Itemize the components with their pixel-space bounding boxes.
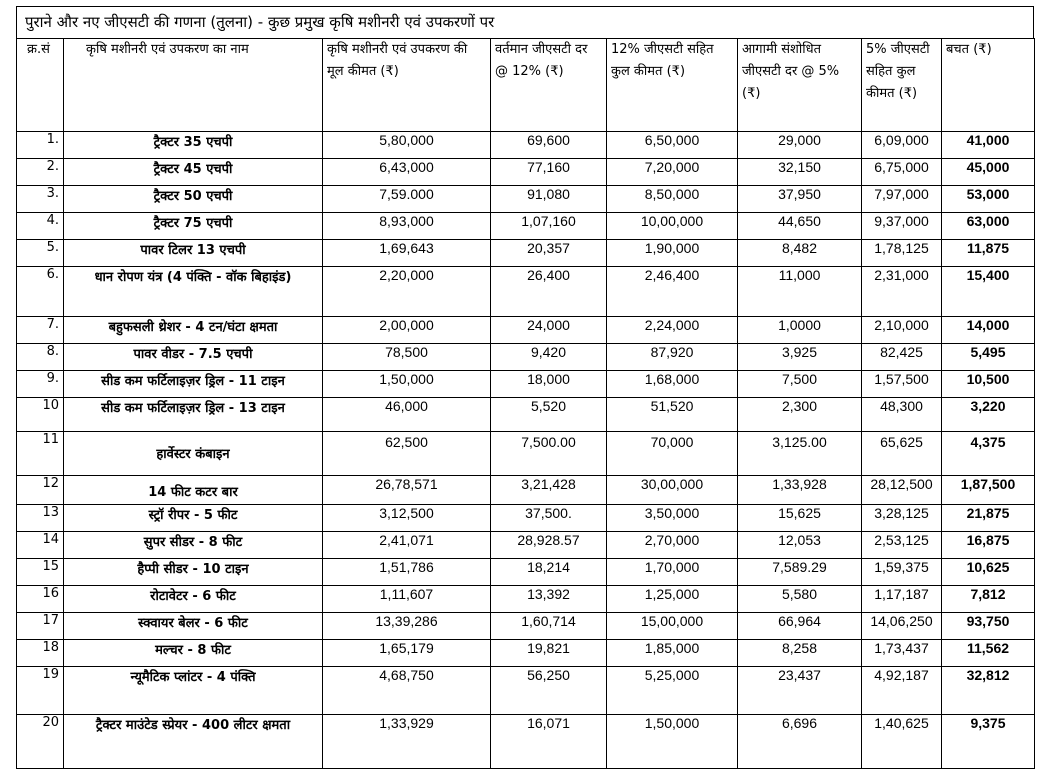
row-serial: 6.: [17, 267, 64, 317]
row-base-price: 1,11,607: [323, 586, 491, 613]
row-total-5: 1,73,437: [862, 640, 942, 667]
row-total-5: 65,625: [862, 432, 942, 476]
table-row: [17, 159, 1035, 186]
row-current-gst: 19,821: [491, 640, 607, 667]
row-total-5: 9,37,000: [862, 213, 942, 240]
row-total-12: 1,25,000: [607, 586, 738, 613]
row-current-gst: 3,21,428: [491, 476, 607, 505]
header-serial: क्र.सं: [17, 39, 64, 132]
row-serial: 16: [17, 586, 64, 613]
table-row: [17, 667, 1035, 715]
row-item-name: स्ट्रॉ रीपर - 5 फीट: [64, 505, 323, 532]
row-saving: 15,400: [942, 267, 1035, 317]
row-base-price: 2,41,071: [323, 532, 491, 559]
row-new-gst: 66,964: [738, 613, 862, 640]
row-saving: 5,495: [942, 344, 1035, 371]
table-row: [17, 586, 1035, 613]
table-row: [17, 640, 1035, 667]
row-saving: 1,87,500: [942, 476, 1035, 505]
row-saving: 9,375: [942, 715, 1035, 769]
row-total-5: 1,59,375: [862, 559, 942, 586]
row-new-gst: 1,0000: [738, 317, 862, 344]
header-saving: बचत (₹): [942, 39, 1035, 132]
row-serial: 13: [17, 505, 64, 532]
row-serial: 18: [17, 640, 64, 667]
table-row: [17, 317, 1035, 344]
row-item-name: पावर टिलर 13 एचपी: [64, 240, 323, 267]
row-base-price: 8,93,000: [323, 213, 491, 240]
row-base-price: 2,20,000: [323, 267, 491, 317]
row-current-gst: 1,07,160: [491, 213, 607, 240]
table-row: [17, 715, 1035, 769]
row-item-name: धान रोपण यंत्र (4 पंक्ति - वॉक बिहाइंड): [64, 267, 323, 317]
row-saving: 21,875: [942, 505, 1035, 532]
row-item-name: हैप्पी सीडर - 10 टाइन: [64, 559, 323, 586]
row-serial: 15: [17, 559, 64, 586]
row-new-gst: 5,580: [738, 586, 862, 613]
row-new-gst: 44,650: [738, 213, 862, 240]
row-current-gst: 91,080: [491, 186, 607, 213]
row-total-5: 7,97,000: [862, 186, 942, 213]
table-row: [17, 344, 1035, 371]
row-total-12: 87,920: [607, 344, 738, 371]
row-item-name: सीड कम फर्टिलाइज़र ड्रिल - 13 टाइन: [64, 398, 323, 432]
row-new-gst: 8,258: [738, 640, 862, 667]
row-item-name: पावर वीडर - 7.5 एचपी: [64, 344, 323, 371]
row-total-5: 2,10,000: [862, 317, 942, 344]
row-saving: 11,875: [942, 240, 1035, 267]
row-serial: 1.: [17, 132, 64, 159]
row-new-gst: 15,625: [738, 505, 862, 532]
row-total-12: 15,00,000: [607, 613, 738, 640]
row-total-12: 2,24,000: [607, 317, 738, 344]
row-base-price: 26,78,571: [323, 476, 491, 505]
row-new-gst: 23,437: [738, 667, 862, 715]
row-new-gst: 11,000: [738, 267, 862, 317]
row-total-12: 1,85,000: [607, 640, 738, 667]
row-current-gst: 56,250: [491, 667, 607, 715]
row-current-gst: 18,000: [491, 371, 607, 398]
row-serial: 17: [17, 613, 64, 640]
table-row: [17, 186, 1035, 213]
table-row: [17, 267, 1035, 317]
row-total-5: 1,78,125: [862, 240, 942, 267]
row-base-price: 78,500: [323, 344, 491, 371]
row-new-gst: 2,300: [738, 398, 862, 432]
row-item-name: बहुफसली थ्रेशर - 4 टन/घंटा क्षमता: [64, 317, 323, 344]
row-saving: 11,562: [942, 640, 1035, 667]
row-current-gst: 13,392: [491, 586, 607, 613]
row-item-name: ट्रैक्टर माउंटेड स्प्रेयर - 400 लीटर क्षमता: [64, 715, 323, 769]
row-serial: 9.: [17, 371, 64, 398]
row-base-price: 13,39,286: [323, 613, 491, 640]
row-current-gst: 9,420: [491, 344, 607, 371]
row-total-5: 6,09,000: [862, 132, 942, 159]
row-saving: 53,000: [942, 186, 1035, 213]
row-base-price: 46,000: [323, 398, 491, 432]
row-item-name: स्क्वायर बेलर - 6 फीट: [64, 613, 323, 640]
page-title: पुराने और नए जीएसटी की गणना (तुलना) - कुछ प्रमुख कृषि मशीनरी एवं उपकरणों पर: [16, 6, 1034, 39]
row-serial: 5.: [17, 240, 64, 267]
header-total-12: 12% जीएसटी सहित कुल कीमत (₹): [607, 39, 738, 132]
row-current-gst: 77,160: [491, 159, 607, 186]
row-total-5: 28,12,500: [862, 476, 942, 505]
row-total-12: 1,70,000: [607, 559, 738, 586]
row-saving: 4,375: [942, 432, 1035, 476]
row-total-12: 1,68,000: [607, 371, 738, 398]
row-current-gst: 16,071: [491, 715, 607, 769]
row-saving: 16,875: [942, 532, 1035, 559]
table-row: [17, 432, 1035, 476]
row-saving: 10,500: [942, 371, 1035, 398]
gst-comparison-table: [16, 38, 1035, 769]
row-saving: 3,220: [942, 398, 1035, 432]
header-total-5: 5% जीएसटी सहित कुल कीमत (₹): [862, 39, 942, 132]
row-total-5: 2,31,000: [862, 267, 942, 317]
table-row: [17, 532, 1035, 559]
row-total-12: 30,00,000: [607, 476, 738, 505]
row-saving: 45,000: [942, 159, 1035, 186]
row-current-gst: 18,214: [491, 559, 607, 586]
row-new-gst: 29,000: [738, 132, 862, 159]
row-item-name: ट्रैक्टर 75 एचपी: [64, 213, 323, 240]
table-row: [17, 240, 1035, 267]
table-row: [17, 613, 1035, 640]
row-base-price: 1,33,929: [323, 715, 491, 769]
row-total-12: 10,00,000: [607, 213, 738, 240]
row-serial: 12: [17, 476, 64, 505]
table-row: [17, 505, 1035, 532]
row-total-12: 1,50,000: [607, 715, 738, 769]
row-total-5: 3,28,125: [862, 505, 942, 532]
row-item-name: सीड कम फर्टिलाइज़र ड्रिल - 11 टाइन: [64, 371, 323, 398]
row-current-gst: 26,400: [491, 267, 607, 317]
row-serial: 7.: [17, 317, 64, 344]
row-new-gst: 6,696: [738, 715, 862, 769]
row-serial: 10: [17, 398, 64, 432]
row-total-5: 48,300: [862, 398, 942, 432]
row-item-name: मल्चर - 8 फीट: [64, 640, 323, 667]
row-current-gst: 1,60,714: [491, 613, 607, 640]
row-serial: 14: [17, 532, 64, 559]
row-new-gst: 3,925: [738, 344, 862, 371]
header-row: [17, 39, 1035, 132]
row-current-gst: 5,520: [491, 398, 607, 432]
row-item-name: सुपर सीडर - 8 फीट: [64, 532, 323, 559]
row-total-12: 1,90,000: [607, 240, 738, 267]
row-item-name: ट्रैक्टर 35 एचपी: [64, 132, 323, 159]
row-total-5: 14,06,250: [862, 613, 942, 640]
row-base-price: 7,59.000: [323, 186, 491, 213]
row-base-price: 4,68,750: [323, 667, 491, 715]
row-item-name: ट्रैक्टर 45 एचपी: [64, 159, 323, 186]
row-new-gst: 12,053: [738, 532, 862, 559]
row-serial: 3.: [17, 186, 64, 213]
row-total-12: 51,520: [607, 398, 738, 432]
row-total-12: 6,50,000: [607, 132, 738, 159]
row-new-gst: 32,150: [738, 159, 862, 186]
row-serial: 8.: [17, 344, 64, 371]
row-serial: 20: [17, 715, 64, 769]
table-row: [17, 398, 1035, 432]
row-saving: 63,000: [942, 213, 1035, 240]
row-serial: 4.: [17, 213, 64, 240]
row-base-price: 6,43,000: [323, 159, 491, 186]
row-total-12: 5,25,000: [607, 667, 738, 715]
row-item-name: न्यूमैटिक प्लांटर - 4 पंक्ति: [64, 667, 323, 715]
row-total-5: 82,425: [862, 344, 942, 371]
row-total-12: 2,70,000: [607, 532, 738, 559]
row-item-name: हार्वेस्टर कंबाइन: [64, 432, 323, 476]
row-serial: 11: [17, 432, 64, 476]
row-item-name: 14 फीट कटर बार: [64, 476, 323, 505]
row-new-gst: 3,125.00: [738, 432, 862, 476]
row-base-price: 1,65,179: [323, 640, 491, 667]
table-row: [17, 559, 1035, 586]
row-total-5: 1,17,187: [862, 586, 942, 613]
gst-comparison-document: [16, 6, 1034, 763]
row-item-name: रोटावेटर - 6 फीट: [64, 586, 323, 613]
row-saving: 10,625: [942, 559, 1035, 586]
row-total-12: 2,46,400: [607, 267, 738, 317]
row-saving: 32,812: [942, 667, 1035, 715]
row-saving: 41,000: [942, 132, 1035, 159]
row-current-gst: 7,500.00: [491, 432, 607, 476]
row-saving: 7,812: [942, 586, 1035, 613]
row-serial: 19: [17, 667, 64, 715]
table-row: [17, 213, 1035, 240]
row-base-price: 62,500: [323, 432, 491, 476]
row-new-gst: 7,589.29: [738, 559, 862, 586]
row-serial: 2.: [17, 159, 64, 186]
row-current-gst: 37,500.: [491, 505, 607, 532]
row-total-5: 1,57,500: [862, 371, 942, 398]
row-new-gst: 8,482: [738, 240, 862, 267]
row-total-5: 1,40,625: [862, 715, 942, 769]
header-current-gst: वर्तमान जीएसटी दर @ 12% (₹): [491, 39, 607, 132]
row-total-5: 6,75,000: [862, 159, 942, 186]
table-row: [17, 476, 1035, 505]
row-total-12: 3,50,000: [607, 505, 738, 532]
row-total-12: 8,50,000: [607, 186, 738, 213]
row-base-price: 1,51,786: [323, 559, 491, 586]
row-item-name: ट्रैक्टर 50 एचपी: [64, 186, 323, 213]
row-saving: 14,000: [942, 317, 1035, 344]
header-name: कृषि मशीनरी एवं उपकरण का नाम: [64, 39, 323, 132]
row-current-gst: 28,928.57: [491, 532, 607, 559]
row-new-gst: 7,500: [738, 371, 862, 398]
row-base-price: 5,80,000: [323, 132, 491, 159]
row-total-12: 7,20,000: [607, 159, 738, 186]
row-new-gst: 1,33,928: [738, 476, 862, 505]
row-total-5: 4,92,187: [862, 667, 942, 715]
row-saving: 93,750: [942, 613, 1035, 640]
row-current-gst: 69,600: [491, 132, 607, 159]
row-base-price: 1,69,643: [323, 240, 491, 267]
row-base-price: 2,00,000: [323, 317, 491, 344]
row-total-5: 2,53,125: [862, 532, 942, 559]
table-row: [17, 132, 1035, 159]
row-current-gst: 20,357: [491, 240, 607, 267]
header-base-price: कृषि मशीनरी एवं उपकरण की मूल कीमत (₹): [323, 39, 491, 132]
row-base-price: 3,12,500: [323, 505, 491, 532]
header-new-gst: आगामी संशोधित जीएसटी दर @ 5% (₹): [738, 39, 862, 132]
row-current-gst: 24,000: [491, 317, 607, 344]
row-total-12: 70,000: [607, 432, 738, 476]
table-row: [17, 371, 1035, 398]
row-base-price: 1,50,000: [323, 371, 491, 398]
row-new-gst: 37,950: [738, 186, 862, 213]
